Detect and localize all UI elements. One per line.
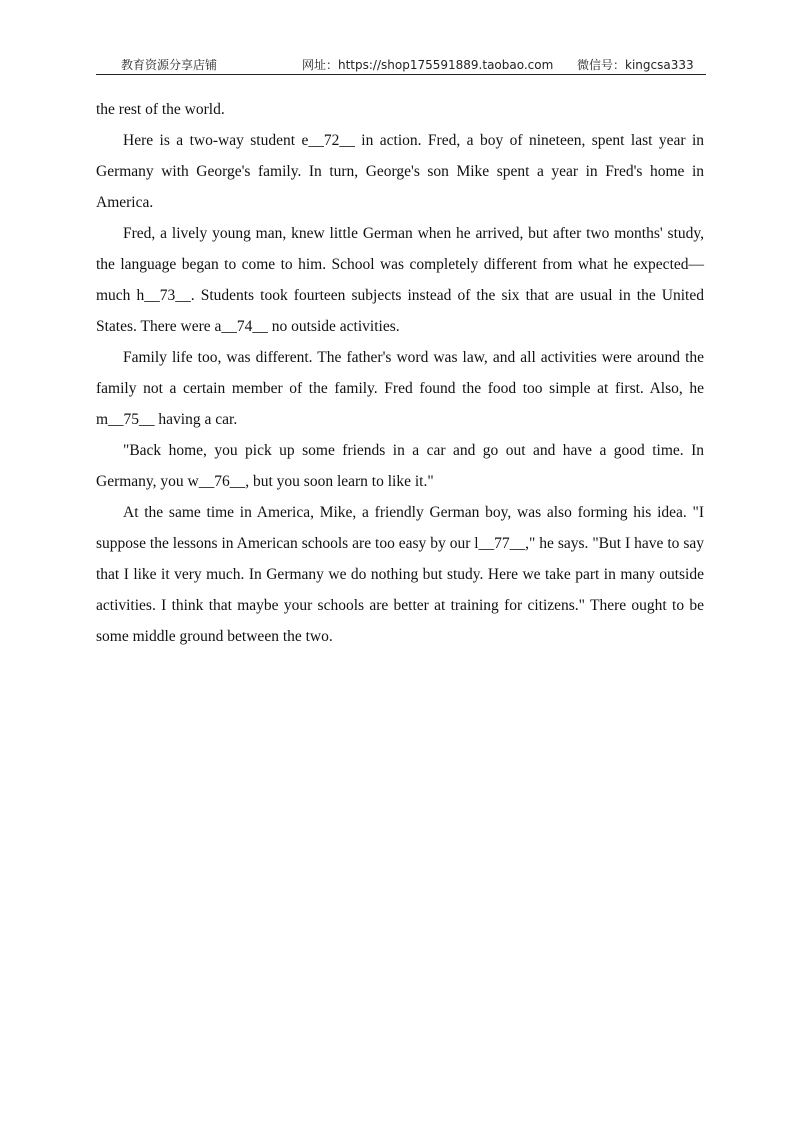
paragraph-mike-america: At the same time in America, Mike, a friendly German boy, was also forming his idea. "I suppose the lessons in American schools are too easy by our l__77__," he says. "But I have to say that I like it very much. In Germany we do nothing but study. Here we take part in many outside activities. I think that maybe your schools are better at training for citizens." There ought to be some middle ground between the two. bbox=[96, 504, 704, 645]
header-divider bbox=[96, 74, 706, 75]
header-url: 网址：https://shop175591889.taobao.com bbox=[302, 58, 554, 72]
header-wechat: 微信号：kingcsa333 bbox=[577, 58, 694, 72]
paragraph-fred-school: Fred, a lively young man, knew little German when he arrived, but after two months' study, the language began to come to him. School was completely different from what he expected—much h__73__. Students took fourteen subjects instead of the six that are usual in the United States. There were a__74__ no outside activities. bbox=[96, 225, 704, 335]
header-shop-name: 教育资源分享店铺 bbox=[121, 58, 218, 72]
page-header bbox=[96, 56, 706, 74]
paragraph-continuation: the rest of the world. bbox=[96, 101, 225, 118]
passage-body bbox=[96, 94, 704, 652]
paragraph-family-life: Family life too, was different. The father's word was law, and all activities were around the family not a certain member of the family. Fred found the food too simple at first. Also, he m__75__ having a car. bbox=[96, 349, 704, 428]
paragraph-fred-quote: "Back home, you pick up some friends in a car and go out and have a good time. In Germany, you w__76__, but you soon learn to like it." bbox=[96, 442, 704, 490]
paragraph-exchange-intro: Here is a two-way student e__72__ in action. Fred, a boy of nineteen, spent last year in Germany with George's family. In turn, George's son Mike spent a year in Fred's home in America. bbox=[96, 132, 704, 211]
